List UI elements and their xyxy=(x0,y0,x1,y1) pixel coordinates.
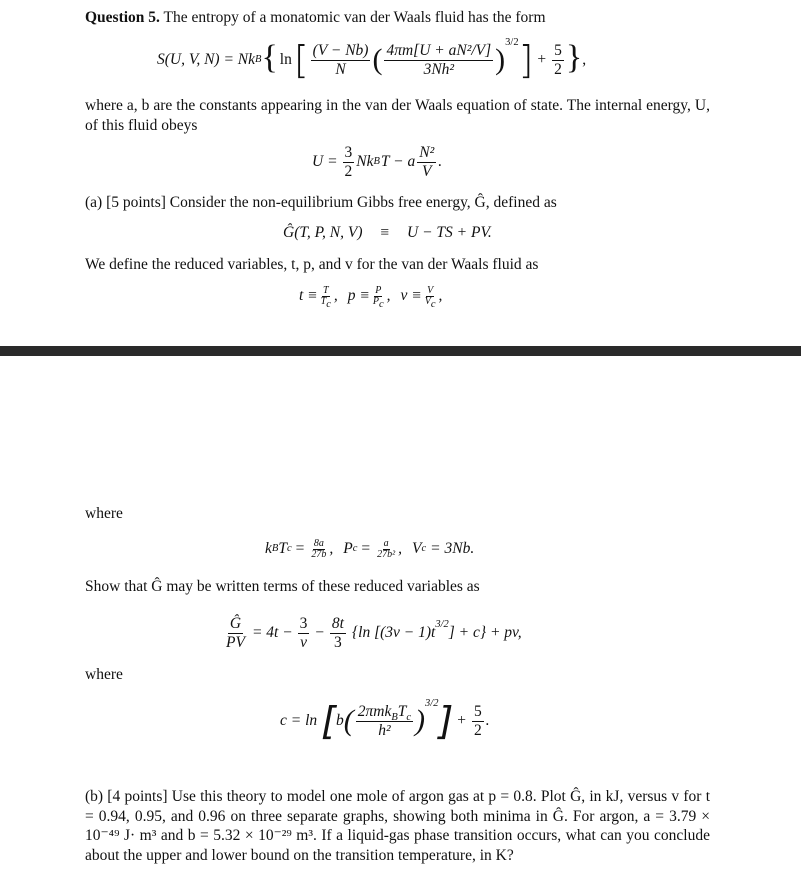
part-b-text: Use this theory to model one mole of argon gas at p = 0.8. Plot Ĝ, in kJ, versus v for t = 0.94, 0.95, and 0.96 on three separate graphs, showing both minima in Ĝ. For argon, a = 3.79 × 10⁻⁴⁹ J· m³ and b = 5.32 × 10⁻²⁹ m³. If a liquid-gas phase transition occurs, what can you conclude about the upper and lower bound on the transition temperature, in K? xyxy=(85,788,711,864)
part-a-label: (a) [5 points] xyxy=(85,194,166,211)
eq1-frac2: $\frac{\text{4πm[U + aN²/V]}}{\text{3Nh²}}$ xyxy=(386,41,492,78)
part-b-label: (b) [4 points] xyxy=(85,788,168,805)
part-a-line xyxy=(85,193,710,213)
page-divider xyxy=(0,346,801,356)
eq2-frac2: $\frac{\text{N²}}{V}$ xyxy=(419,143,435,180)
reduced-gibbs-equation: $\frac{Ĝ}{PV}$ = 4t − $\frac{3}{v}$ − $\frac{8t}{3}$ {ln [(3v − 1)t $^{3/2}$ ] + c} + pv, xyxy=(226,614,522,651)
question-heading-line xyxy=(85,8,710,28)
eq1-ln: ln xyxy=(279,51,292,68)
where-label-1: where xyxy=(85,505,123,522)
eq1-frac3: $\frac{5}{2}$ xyxy=(554,41,562,78)
eq1-exponent: 3/2 xyxy=(505,36,519,48)
eq1-frac1: $\frac{(V - Nb)}{N}$ xyxy=(312,41,369,78)
question-title: Question 5. xyxy=(85,9,160,26)
where-label-2: where xyxy=(85,666,123,683)
part-a-text: Consider the non-equilibrium Gibbs free energy, Ĝ, defined as xyxy=(169,194,557,211)
entropy-equation: S(U, V, N) = Nk B { ln [ $\frac{(V - Nb)}{N}$ ( $\frac{\text{4πm[U + aN²/V]}}{\text{3Nh²}}$ ) 3/2 ] + $\frac{5}{2}$ } , xyxy=(157,36,587,82)
eq2-frac: $\frac{3}{2}$ xyxy=(344,143,353,180)
reduced-variables-equation: t ≡ $\frac{T}{T_c}$ , p ≡ $\frac{P}{P_c}$ , v ≡ $\frac{V}{V_c}$ , xyxy=(299,284,443,310)
question-intro: The entropy of a monatomic van der Waals fluid has the form xyxy=(163,9,546,26)
paragraph-internal-energy: where a, b are the constants appearing in the van der Waals equation of state. The internal energy, U, of this fluid obeys xyxy=(85,97,710,134)
gibbs-definition-equation: Ĝ(T, P, N, V) ≡ U − TS + PV. xyxy=(283,224,492,241)
constant-c-equation: c = ln [ b ( $\frac{2\pi mk_BT_c}{\text{h²}}$ ) 3/2 ] + $\frac{5}{2}$ . xyxy=(280,697,490,743)
eq1-lhs: S(U, V, N) = Nk xyxy=(157,51,256,68)
internal-energy-equation: U = $\frac{3}{2}$ Nk B T − a $\frac{\text{N²}}{V}$ . xyxy=(312,143,443,180)
paragraph-reduced-variables: We define the reduced variables, t, p, and v for the van der Waals fluid as xyxy=(85,256,539,273)
critical-values-equation: k B T c = $\frac{8a}{27b}$ , P c = $\frac{a}{\text{27b²}}$ , V c = 3Nb. xyxy=(265,537,475,560)
part-b-paragraph xyxy=(85,787,710,865)
paragraph-show-that: Show that Ĝ may be written terms of these reduced variables as xyxy=(85,578,480,595)
